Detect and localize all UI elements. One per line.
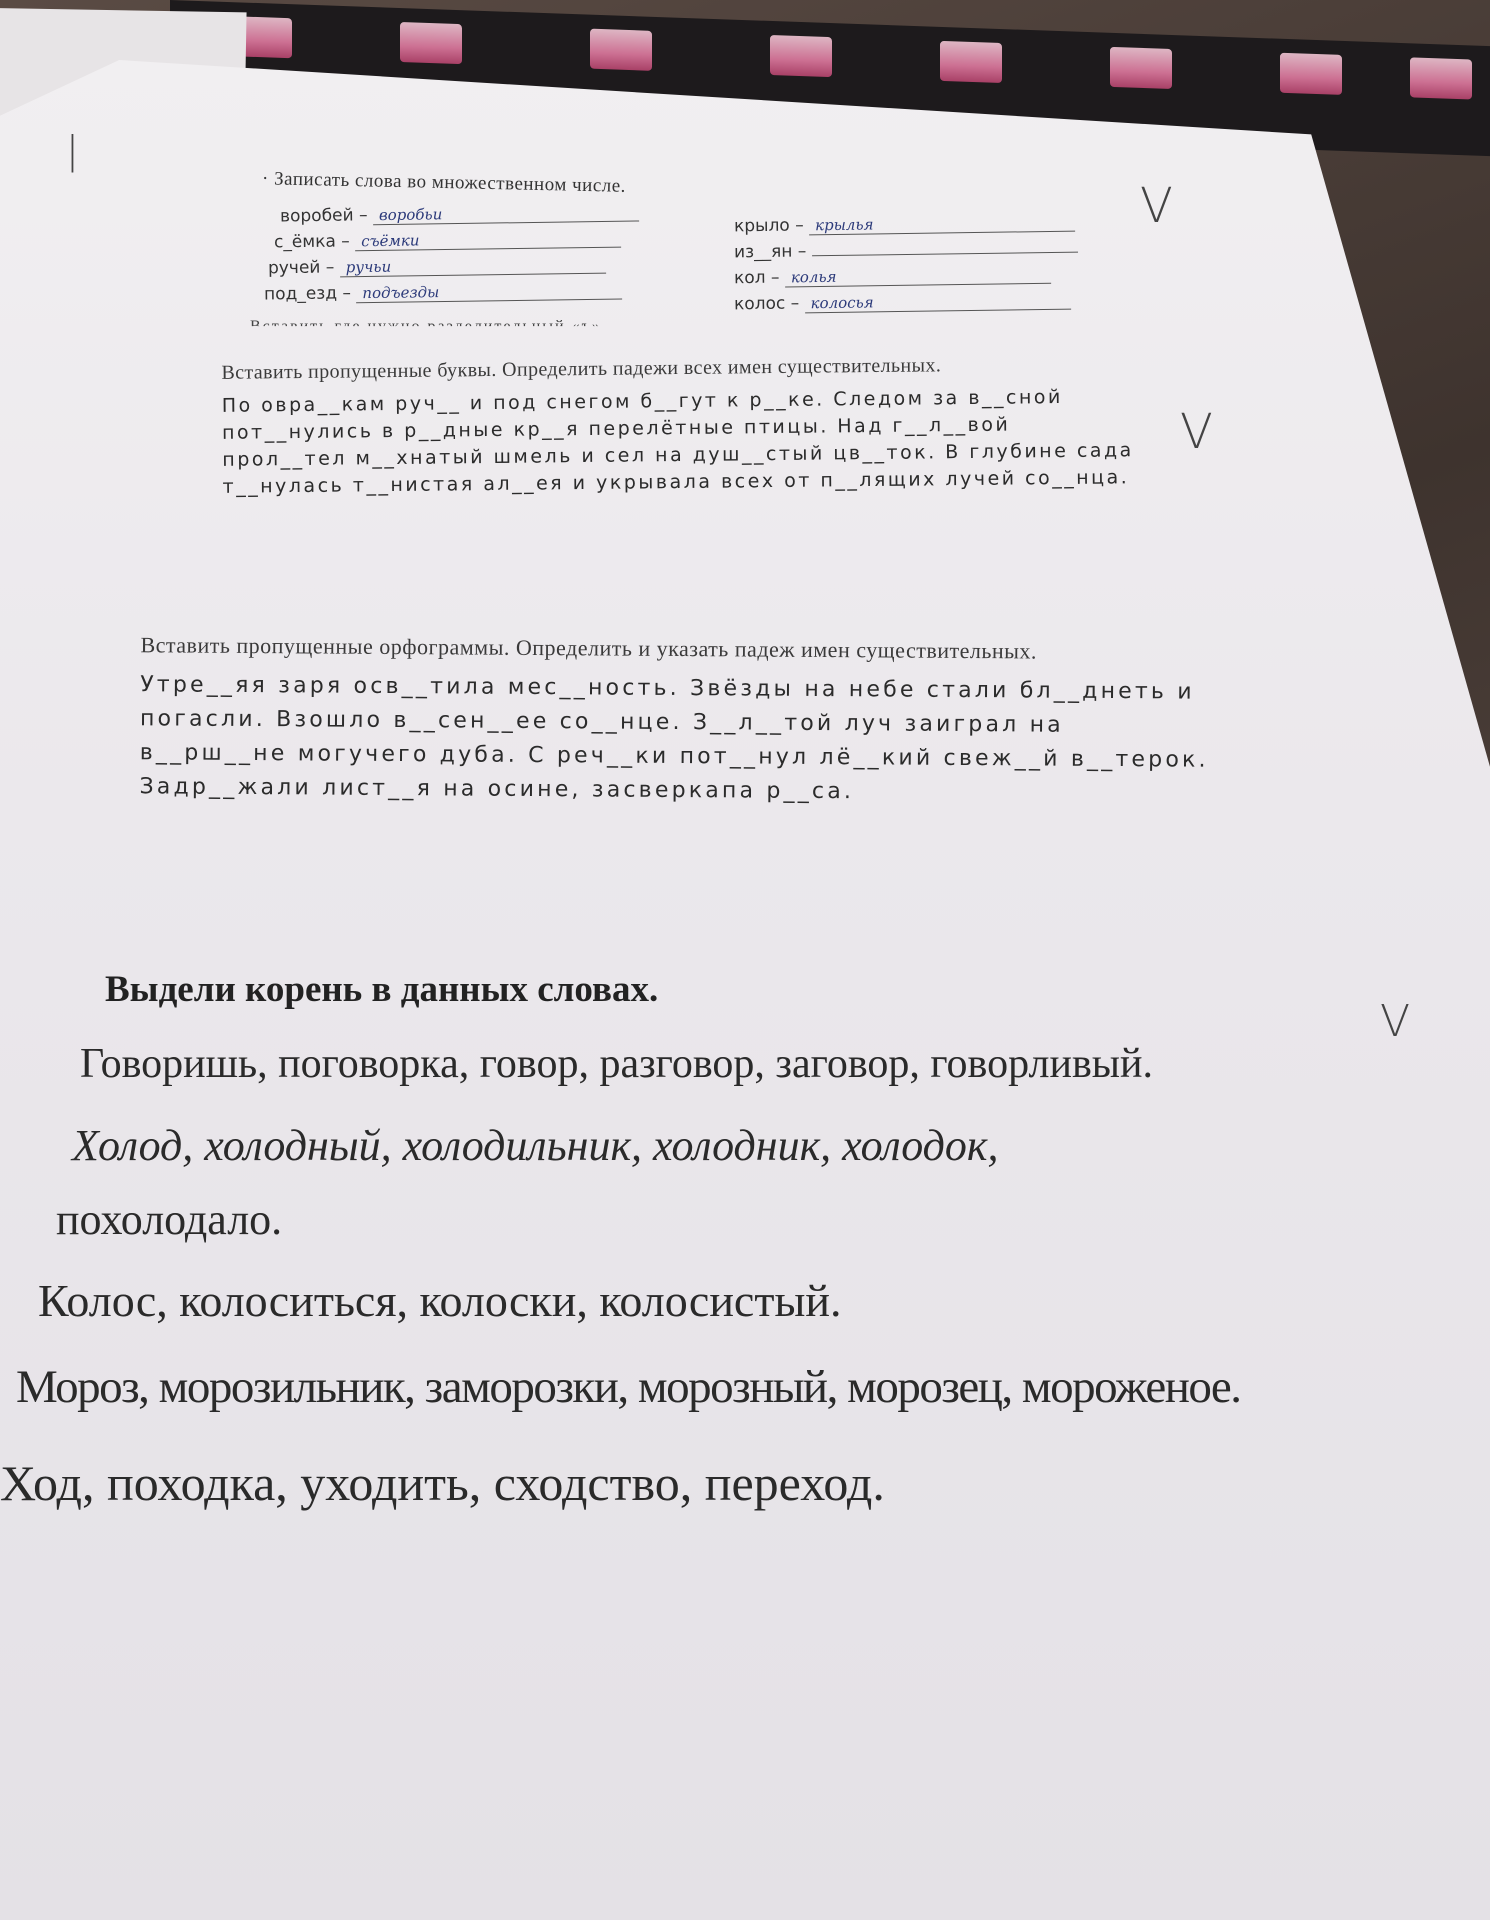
exercise3-text: Утре__яя заря осв__тила мес__ность. Звёзды на небе стали бл__днеть и погасли. Взошло в__сен__ее со__нце. З__л__той луч заиграл на в__рш__не могучего дуба. С реч__ки пот__нул лё__кий свеж__й в__терок. Задр__жали лист__я на осине, засверкапа р__са. [139, 672, 1209, 805]
singular-word: ручей – [267, 257, 335, 279]
handwritten-answer: колья [785, 265, 1051, 288]
root-words-line: Ход, походка, уходить, сходство, переход. [0, 1455, 885, 1511]
singular-word: с_ёмка – [273, 231, 350, 253]
margin-mark: | [66, 128, 79, 172]
exercise3 [139, 632, 1220, 812]
handwritten-answer [812, 252, 1078, 257]
exercise4-title: Выдели корень в данных словах. [105, 969, 659, 1010]
singular-word: крыло – [733, 215, 804, 237]
exercise2-text: По овра__кам руч__ и под снегом б__гут к р__ке. Следом за в__сной пот__нулись в р__дные кр__я перелётные птицы. Над г__л__вой прол__тел м__хнатый шмель и сел на душ__стый цв__ток. В глубине сада т__нулась т__нистая ал__ея и укрывала всех от п__лящих лучей со__нца. [221, 386, 1134, 498]
keyboard-key [940, 41, 1002, 83]
check-mark: V [1140, 178, 1173, 234]
handwritten-answer: колосья [804, 291, 1070, 314]
keyboard-key [1280, 53, 1342, 95]
check-mark: V [1180, 404, 1213, 460]
exercise2 [221, 351, 1142, 501]
keyboard-key [1110, 47, 1172, 89]
singular-word: колос – [733, 293, 800, 315]
handwritten-answer: ручьи [340, 255, 606, 278]
check-mark: V [1380, 996, 1411, 1047]
handwritten-answer: подъезды [356, 280, 622, 303]
exercise1-title: · Записать слова во множественном числе. [261, 168, 627, 197]
root-words-line: Холод, холодный, холодильник, холодник, холодок, [72, 1121, 999, 1170]
handwritten-answer: крылья [809, 213, 1075, 236]
exercise2-title: Вставить пропущенные буквы. Определить падежи всех имен существительных. [221, 354, 942, 384]
root-words-line: похолодало. [56, 1195, 283, 1244]
singular-word: кол – [733, 267, 780, 289]
exercise3-title: Вставить пропущенные орфограммы. Определить и указать падеж имен существительных. [140, 632, 1038, 664]
keyboard-key [770, 35, 832, 77]
root-words-line: Колос, колоситься, колоски, колосистый. [38, 1275, 842, 1326]
keyboard-key [400, 22, 462, 64]
singular-word: из__ян – [733, 241, 807, 263]
handwritten-answer: воробьи [373, 202, 639, 225]
singular-word: воробей – [279, 205, 368, 227]
keyboard-key [590, 29, 652, 71]
handwritten-answer: съёмки [355, 229, 621, 252]
singular-word: под_езд – [263, 283, 352, 305]
root-words-line: Говоришь, поговорка, говор, разговор, заговор, говорливый. [80, 1041, 1153, 1087]
root-words-line: Мороз, морозильник, заморозки, морозный, морозец, мороженое. [16, 1361, 1241, 1413]
keyboard-key [1410, 57, 1472, 99]
